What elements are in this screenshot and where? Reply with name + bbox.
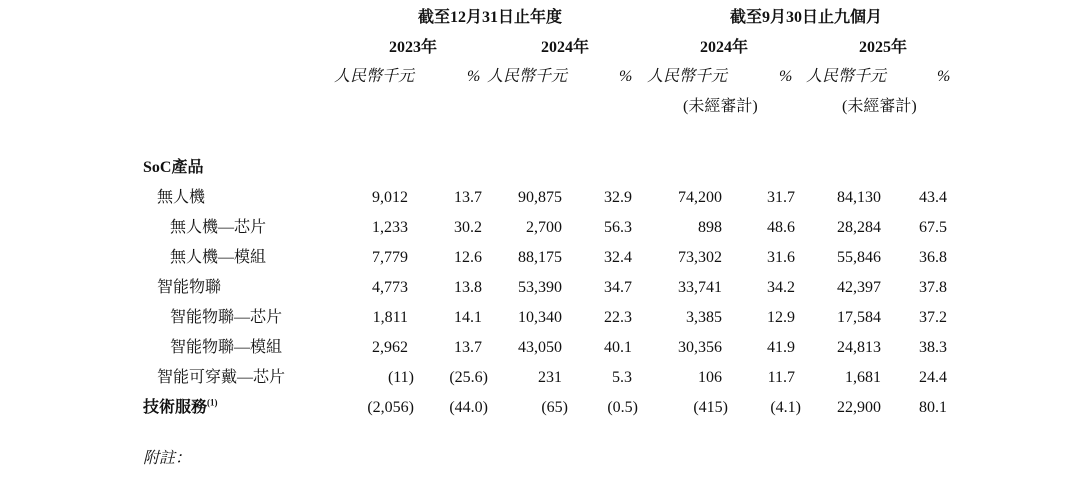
table-cell: 40.1	[604, 339, 632, 356]
table-cell: 1,681	[845, 369, 881, 386]
table-cell: 32.4	[604, 249, 632, 266]
table-cell: 88,175	[518, 249, 562, 266]
table-cell: 48.6	[767, 219, 795, 236]
unit-label-2024-full: 人民幣千元	[487, 68, 568, 85]
table-cell: 13.7	[454, 189, 482, 206]
table-cell: 7,779	[372, 249, 408, 266]
table-cell: 53,390	[518, 279, 562, 296]
table-cell: 74,200	[678, 189, 722, 206]
table-cell: 67.5	[919, 219, 947, 236]
table-cell: 84,130	[837, 189, 881, 206]
percent-label-2024-full: %	[619, 68, 633, 85]
table-cell: 2,700	[526, 219, 562, 236]
table-cell: 2,962	[372, 339, 408, 356]
row-label-tech-services	[143, 397, 218, 416]
percent-label-2024-nine: %	[779, 68, 793, 85]
table-cell: 56.3	[604, 219, 632, 236]
table-cell: 55,846	[837, 249, 881, 266]
table-cell: 5.3	[612, 369, 632, 386]
year-header-2024-full: 2024年	[541, 39, 590, 56]
table-cell: 37.8	[919, 279, 947, 296]
percent-label-2023: %	[467, 68, 481, 85]
table-cell: (25.6)	[449, 369, 488, 386]
table-cell: 28,284	[837, 219, 881, 236]
unaudited-label-2024: (未經審計)	[683, 98, 758, 115]
note-label: 附註：	[143, 450, 192, 467]
percent-label-2025: %	[937, 68, 951, 85]
year-header-2024-nine: 2024年	[700, 39, 749, 56]
table-cell: 37.2	[919, 309, 947, 326]
table-cell: 1,233	[372, 219, 408, 236]
row-label-smart-iot: 智能物聯	[157, 279, 222, 296]
table-cell: 17,584	[837, 309, 881, 326]
group-header-full-year: 截至12月31日止年度	[418, 9, 563, 26]
year-header-2023: 2023年	[389, 39, 438, 56]
year-header-2025: 2025年	[859, 39, 908, 56]
table-cell: 43.4	[919, 189, 947, 206]
row-label-drone-chip: 無人機—芯片	[170, 219, 267, 236]
table-cell: 73,302	[678, 249, 722, 266]
row-label-smart-iot-module: 智能物聯—模組	[170, 339, 283, 356]
table-cell: 22.3	[604, 309, 632, 326]
table-cell: 38.3	[919, 339, 947, 356]
table-cell: 34.2	[767, 279, 795, 296]
table-cell: (65)	[541, 399, 568, 416]
table-cell: 30,356	[678, 339, 722, 356]
table-cell: 31.7	[767, 189, 795, 206]
table-cell: 4,773	[372, 279, 408, 296]
unit-label-2023: 人民幣千元	[334, 68, 415, 85]
table-cell: 90,875	[518, 189, 562, 206]
table-cell: 1,811	[372, 309, 408, 326]
table-cell: 11.7	[767, 369, 795, 386]
tech-services-text: 技術服務	[143, 399, 208, 416]
table-cell: 24,813	[837, 339, 881, 356]
table-cell: 13.8	[454, 279, 482, 296]
table-cell: (44.0)	[449, 399, 488, 416]
unit-label-2024-nine: 人民幣千元	[647, 68, 728, 85]
table-cell: (11)	[387, 369, 414, 386]
row-label-drone-module: 無人機—模組	[170, 249, 267, 266]
table-cell: (4.1)	[770, 399, 801, 416]
table-cell: 3,385	[686, 309, 722, 326]
row-label-smart-iot-chip: 智能物聯—芯片	[170, 309, 283, 326]
table-cell: 42,397	[837, 279, 881, 296]
footnote-ref: (1)	[207, 397, 218, 408]
table-cell: (2,056)	[367, 399, 414, 416]
table-cell: 36.8	[919, 249, 947, 266]
table-cell: 22,900	[837, 399, 881, 416]
table-cell: 106	[698, 369, 722, 386]
table-cell: 80.1	[919, 399, 947, 416]
table-cell: 32.9	[604, 189, 632, 206]
table-cell: 13.7	[454, 339, 482, 356]
group-header-nine-months: 截至9月30日止九個月	[730, 9, 883, 26]
table-cell: 33,741	[678, 279, 722, 296]
table-cell: 9,012	[372, 189, 408, 206]
table-cell: (0.5)	[607, 399, 638, 416]
table-cell: 12.6	[454, 249, 482, 266]
row-label-drone: 無人機	[157, 189, 206, 206]
table-cell: (415)	[693, 399, 728, 416]
table-cell: 34.7	[604, 279, 632, 296]
table-cell: 41.9	[767, 339, 795, 356]
table-cell: 898	[698, 219, 722, 236]
unit-label-2025: 人民幣千元	[806, 68, 887, 85]
table-cell: 31.6	[767, 249, 795, 266]
row-label-smart-wearable-chip: 智能可穿戴—芯片	[157, 369, 286, 386]
section-title-soc-products: SoC產品	[143, 159, 204, 176]
table-cell: 30.2	[454, 219, 482, 236]
table-cell: 24.4	[919, 369, 947, 386]
table-cell: 231	[538, 369, 562, 386]
table-cell: 14.1	[454, 309, 482, 326]
table-cell: 10,340	[518, 309, 562, 326]
table-cell: 43,050	[518, 339, 562, 356]
table-cell: 12.9	[767, 309, 795, 326]
unaudited-label-2025: (未經審計)	[842, 98, 917, 115]
